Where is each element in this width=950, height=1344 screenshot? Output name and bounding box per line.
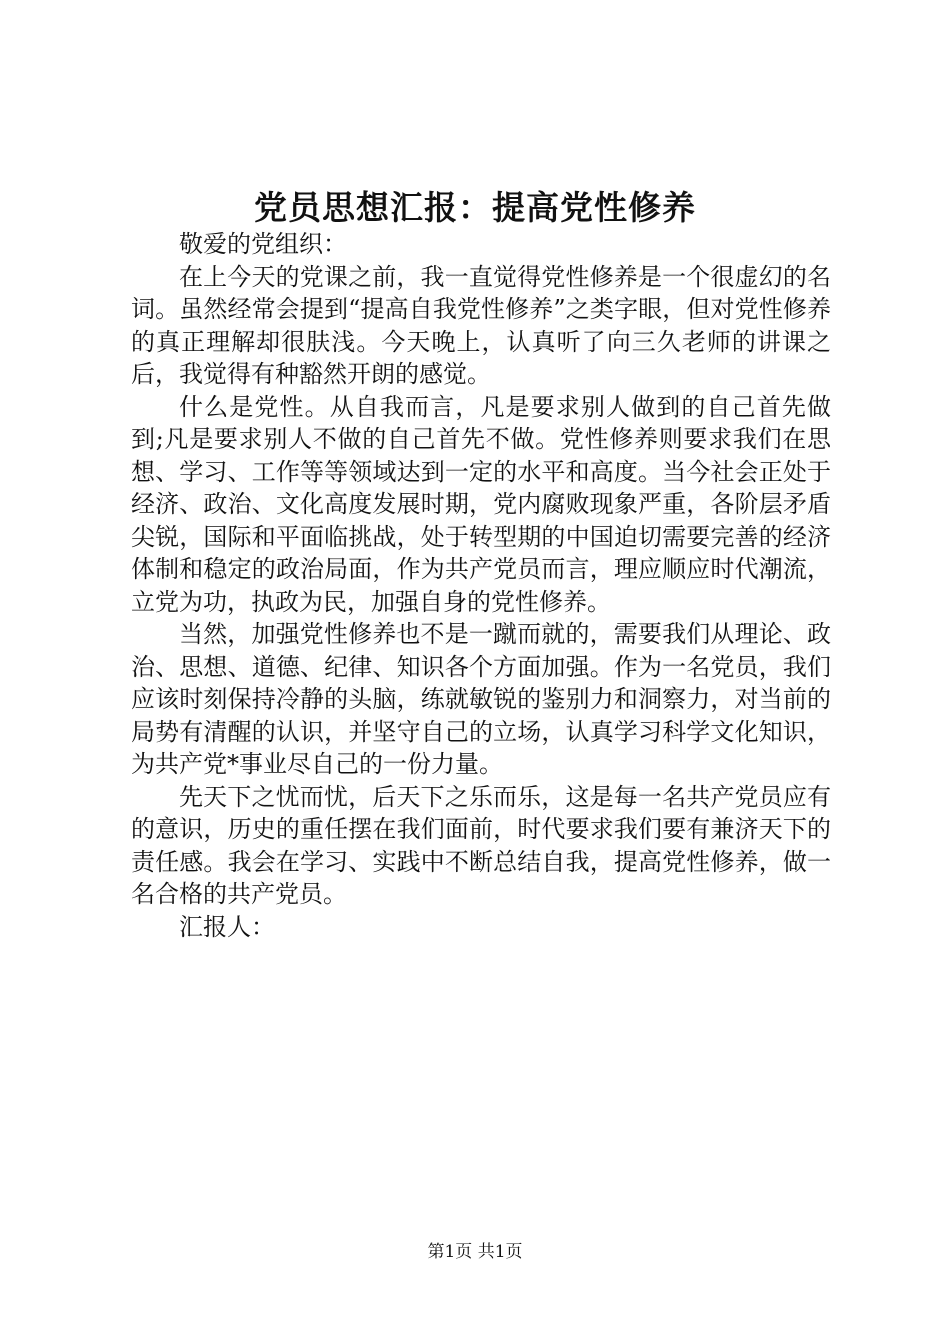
document-body bbox=[131, 228, 831, 943]
document-title: 党员思想汇报：提高党性修养 bbox=[254, 188, 696, 227]
body-paragraph-4: 先天下之忧而忧，后天下之乐而乐，这是每一名共产党员应有的意识，历史的重任摆在我们面前，时代要求我们要有兼济天下的责任感。我会在学习、实践中不断总结自我，提高党性修养，做一名合格的共产党员。 bbox=[131, 782, 831, 908]
body-paragraph-3: 当然，加强党性修养也不是一蹴而就的，需要我们从理论、政治、思想、道德、纪律、知识各个方面加强。作为一名党员，我们应该时刻保持冷静的头脑，练就敏锐的鉴别力和洞察力，对当前的局势有清醒的认识，并坚守自己的立场，认真学习科学文化知识，为共产党*事业尽自己的一份力量。 bbox=[131, 620, 831, 778]
body-paragraph-2: 什么是党性。从自我而言，凡是要求别人做到的自己首先做到;凡是要求别人不做的自己首先不做。党性修养则要求我们在思想、学习、工作等等领域达到一定的水平和高度。当今社会正处于经济、政治、文化高度发展时期，党内腐败现象严重，各阶层矛盾尖锐，国际和平面临挑战，处于转型期的中国迫切需要完善的经济体制和稳定的政治局面，作为共产党员而言，理应顺应时代潮流，立党为功，执政为民，加强自身的党性修养。 bbox=[131, 392, 831, 616]
body-paragraph-1: 在上今天的党课之前，我一直觉得党性修养是一个很虚幻的名词。虽然经常会提到“提高自我党性修养”之类字眼，但对党性修养的真正理解却很肤浅。今天晚上，认真听了向三久老师的讲课之后，我觉得有种豁然开朗的感觉。 bbox=[131, 262, 831, 388]
page-footer: 第1页 共1页 bbox=[427, 1242, 523, 1262]
signature-line: 汇报人： bbox=[179, 912, 275, 941]
salutation: 敬爱的党组织： bbox=[179, 230, 347, 258]
